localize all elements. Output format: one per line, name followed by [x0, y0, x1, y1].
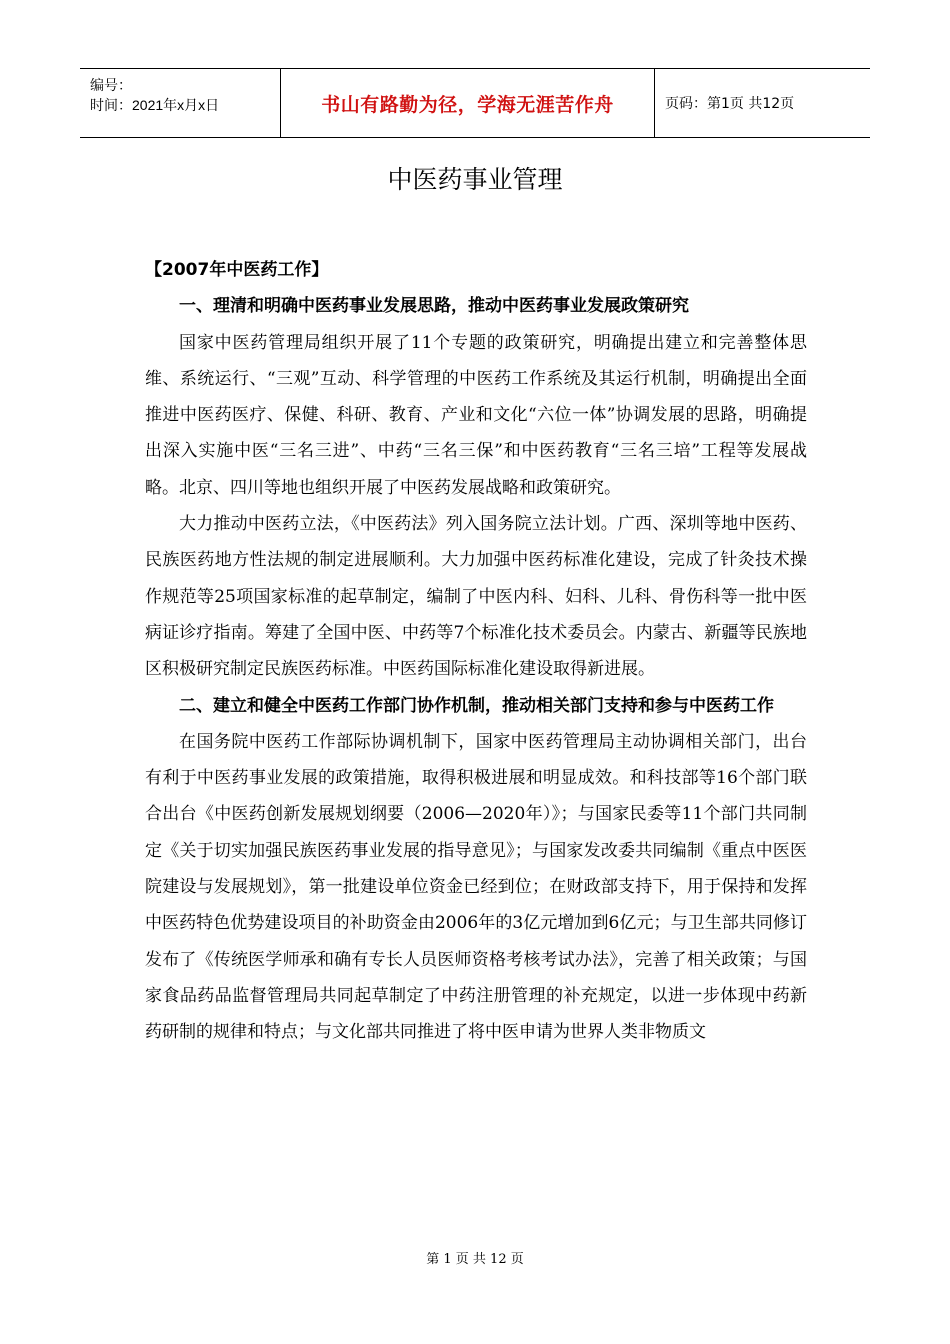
motto-text: 书山有路勤为径，学海无涯苦作舟 — [321, 93, 614, 116]
page-code-text: 页码：第1页 共12页 — [665, 96, 795, 112]
time-label: 时间：2021年x月x日 — [90, 97, 220, 113]
number-label: 编号： — [90, 77, 132, 93]
document-body — [145, 252, 807, 1051]
page-code-cell — [655, 69, 870, 137]
paragraph-1: 国家中医药管理局组织开展了11个专题的政策研究，明确提出建立和完善整体思维、系统运行、“三观”互动、科学管理的中医药工作系统及其运行机制，明确提出全面推进中医药医疗、保健、科研、教育、产业和文化“六位一体”协调发展的思路，明确提出深入实施中医“三名三进”、中药“三名三保”和中医药教育“三名三培”工程等发展战略。北京、四川等地也组织开展了中医药发展战略和政策研究。 — [145, 332, 807, 498]
motto-cell — [281, 69, 655, 137]
page-title: 中医药事业管理 — [387, 165, 563, 194]
header-meta-cell — [80, 69, 281, 137]
heading-two: 二、建立和健全中医药工作部门协作机制，推动相关部门支持和参与中医药工作 — [179, 695, 774, 716]
paragraph-2: 大力推动中医药立法，《中医药法》列入国务院立法计划。广西、深圳等地中医药、民族医药地方性法规的制定进展顺利。大力加强中医药标准化建设，完成了针灸技术操作规范等25项国家标准的起草制定，编制了中医内科、妇科、儿科、骨伤科等一批中医病证诊疗指南。筹建了全国中医、中药等7个标准化技术委员会。内蒙古、新疆等民族地区积极研究制定民族医药标准。中医药国际标准化建设取得新进展。 — [145, 514, 807, 680]
section-tag: 【2007年中医药工作】 — [145, 260, 329, 280]
heading-one: 一、理清和明确中医药事业发展思路，推动中医药事业发展政策研究 — [179, 296, 689, 317]
page-footer: 第 1 页 共 12 页 — [426, 1252, 524, 1267]
paragraph-3: 在国务院中医药工作部际协调机制下，国家中医药管理局主动协调相关部门，出台有利于中医药事业发展的政策措施，取得积极进展和明显成效。和科技部等16个部门联合出台《中医药创新发展规划纲要（2006—2020年）》；与国家民委等11个部门共同制定《关于切实加强民族医药事业发展的指导意见》；与国家发改委共同编制《重点中医医院建设与发展规划》，第一批建设单位资金已经到位；在财政部支持下，用于保持和发挥中医药特色优势建设项目的补助资金由2006年的3亿元增加到6亿元；与卫生部共同修订发布了《传统医学师承和确有专长人员医师资格考核考试办法》，完善了相关政策；与国家食品药品监督管理局共同起草制定了中药注册管理的补充规定，以进一步体现中药新药研制的规律和特点；与文化部共同推进了将中医申请为世界人类非物质文 — [145, 731, 807, 1043]
header-table — [80, 68, 870, 138]
